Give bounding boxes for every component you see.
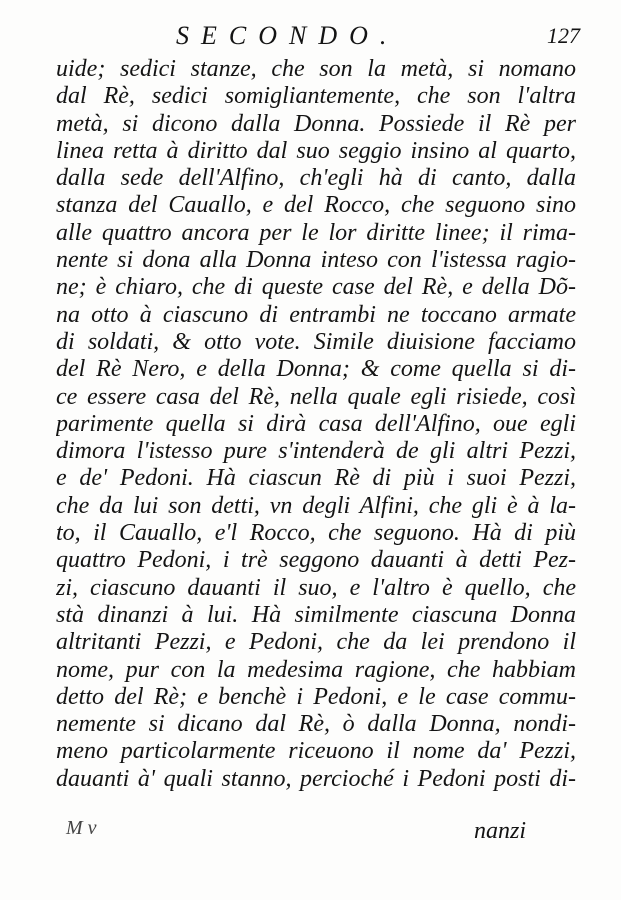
- text-line: detto del Rè; e benchè i Pedoni, e le case commu-: [56, 683, 576, 710]
- page-footer: [56, 812, 576, 848]
- running-head: SECONDO.: [176, 21, 399, 50]
- text-line: di soldati, & otto vote. Simile diuisione facciamo: [56, 328, 576, 355]
- page-number: 127: [547, 23, 580, 48]
- text-line: alle quattro ancora per le lor diritte linee; il rima-: [56, 219, 576, 246]
- text-line: metà, si dicono dalla Donna. Possiede il Rè per: [56, 110, 576, 137]
- catchword: nanzi: [473, 818, 526, 844]
- page-header: [60, 18, 580, 54]
- text-line: nemente si dicano dal Rè, ò dalla Donna, nondi-: [56, 711, 576, 738]
- text-line: dal Rè, sedici somigliantemente, che son l'altra: [56, 83, 576, 110]
- text-line: stanza del Cauallo, e del Rocco, che seguono sino: [56, 192, 576, 219]
- text-line: dimora l'istesso pure s'intenderà de gli altri Pezzi,: [56, 438, 576, 465]
- text-line: zi, ciascuno dauanti il suo, e l'altro è quello, che: [56, 574, 576, 601]
- text-line: parimente quella si dirà casa dell'Alfino, oue egli: [56, 410, 576, 437]
- text-line: altritanti Pezzi, e Pedoni, che da lei prendono il: [56, 629, 576, 656]
- text-line: to, il Cauallo, e'l Rocco, che seguono. Hà di più: [56, 520, 576, 547]
- signature-mark: M v: [66, 817, 97, 839]
- text-line: ne; è chiaro, che di queste case del Rè, e della Dõ-: [56, 274, 576, 301]
- text-line: nome, pur con la medesima ragione, che habbiam: [56, 656, 576, 683]
- text-line: stà dinanzi à lui. Hà similmente ciascuna Donna: [56, 601, 576, 628]
- text-line: uide; sedici stanze, che son la metà, si nomano: [56, 56, 576, 82]
- text-line: nente si dona alla Donna inteso con l'istessa ragio-: [56, 247, 576, 274]
- text-line: del Rè Nero, e della Donna; & come quella si di-: [56, 356, 576, 383]
- text-line: dauanti à' quali stanno, percioché i Pedoni posti di-: [56, 765, 576, 792]
- text-line: che da lui son detti, vn degli Alfini, che gli è à la-: [56, 492, 576, 519]
- text-line: ce essere casa del Rè, nella quale egli risiede, così: [56, 383, 576, 410]
- text-line: e de' Pedoni. Hà ciascun Rè di più i suoi Pezzi,: [56, 465, 576, 492]
- text-line: na otto à ciascuno di entrambi ne toccano armate: [56, 301, 576, 328]
- text-line: quattro Pedoni, i trè seggono dauanti à detti Pez-: [56, 547, 576, 574]
- text-line: meno particolarmente riceuono il nome da' Pezzi,: [56, 738, 576, 765]
- text-line: linea retta à diritto dal suo seggio insino al quarto,: [56, 137, 576, 164]
- text-line: dalla sede dell'Alfino, ch'egli hà di canto, dalla: [56, 165, 576, 192]
- body-text: [56, 56, 576, 793]
